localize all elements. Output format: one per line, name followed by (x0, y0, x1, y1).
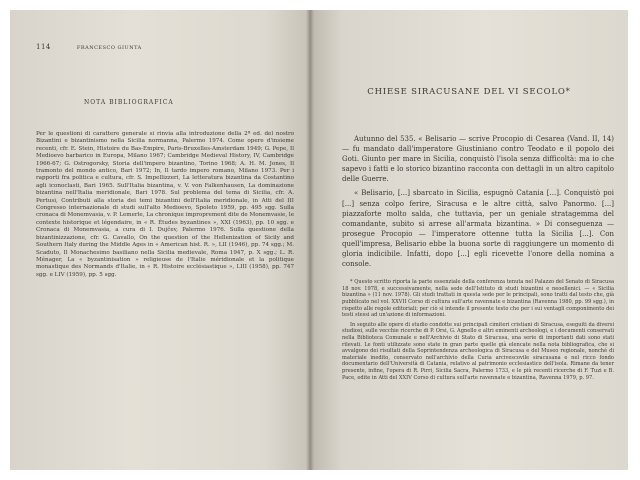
running-head-left (36, 43, 294, 52)
book-gutter (306, 10, 314, 470)
footnote: In seguito alle opere di studio condotte sui principali cimiteri cristiani di Siracusa, eseguiti da diversi studiosi, sulle vecchie ricerche di P. Orsi, G. Agnello e altri eminenti archeologi, e i documenti conservati nella Biblioteca Comunale e nell'Archivio di Stato di Siracusa, una serie di importanti dati sono stati rilevati. Le fonti utilizzate sono state in gran parte quelle già elencate nella nota bibliografica, che si avvalgono dei risultati della Soprintendenza archeologica di Siracusa e del Museo regionale, nonché di materiale inedito, conservato nell'archivio della Curia arcivescovile siracusana e nel ricco fondo documentario dell'Università di Catania, relativo al patrimonio ecclesiastico dell'isola. Rimane da tener presente, infine, l'opera di R. Pirri, Sicilia Sacra, Palermo 1733, e le più recenti ricerche di F. Tuzi e B. Pace, edite in Atti del XXIV Corso di cultura sull'arte ravennate e bizantina, Ravenna 1979, p. 97. (342, 321, 614, 381)
book-spread (10, 10, 628, 470)
footnotes (342, 279, 614, 381)
main-text (342, 134, 614, 269)
chapter-title: CHIESE SIRACUSANE DEL VI SECOLO* (367, 87, 571, 97)
right-page (310, 10, 628, 470)
page-number: 114 (36, 43, 51, 51)
paragraph: « Belisario, [...] sbarcato in Sicilia, espugnò Catania [...]. Conquistò poi [...] senza colpo ferire, Siracusa e le altre città, salvo Panormo. [...] piazzaforte molto salda, che tuttavia, per un geniale stratagemma del comandante, subito si arrese all'armata bizantina. » Di conseguenza — prosegue Procopio — l'imperatore ottenne tutta la Sicilia [...]. Con quell'impresa, Belisario ebbe la buona sorte di raggiungere un momento di gloria indicibile. Infatti, dopo [...] egli ricevette l'onore della nomina a console. (342, 189, 614, 269)
left-page (10, 10, 310, 470)
paragraph: Autunno del 535. « Belisario — scrive Procopio di Cesarea (Vand. II, 14) — fu mandato dall'imperatore Giustiniano contro Teodato e il popolo dei Goti. Giunto per mare in Sicilia, conquistò l'isola senza difficoltà: ma io che sapevo i fatti e lo storico bizantino racconta con dettagli in un altro capitolo delle Guerre. (342, 135, 614, 184)
author-running-head: FRANCESCO GIUNTA (76, 45, 142, 51)
footnote: * Questo scritto riporta la parte essenziale della conferenza tenuta nel Palazzo del Senato di Siracusa 18 nov. 1978, e successivamente, nella sede dell'Istituto di studi bizantini e neoellenici. — « Sicilia bizantina » (11 nov. 1978). Gli studi trattati in questa sede per le principali, sono tratti dal testo che, già pubblicato nel vol. XXVII Corso di cultura sull'arte ravennate e bizantina (Ravenna 1980, pp. 99 sgg.), in rispetto alle regole editoriali; per ciò si intende il presente testo che per i sui ventagli componimento dei testi stessi ad un'azione di informazioni. (342, 279, 614, 319)
section-title: NOTA BIBLIOGRAFICA (84, 99, 174, 106)
bibliography-text: Per le questioni di carattere generale si rinvia alla introduzione della 2ª ed. del nostro Bizantini e bizantinismo nella Sicilia normanna, Palermo 1974. Come opere d'insieme recenti, cfr. E. Stein, Histoire du Bas-Empire, Paris-Bruxelles-Amsterdam 1949; G. Pepe, Il Medioevo barbarico in Europa, Milano 1967; Cambridge Medieval History, IV, Cambridge 1966-67; G. Ostrogorsky, Storia dell'impero bizantino, Torino 1968; A. H. M. Jones, Il tramonto del mondo antico, Bari 1972; In, Il tardo impero romano, Milano 1973. Per i rapporti fra politica e cultura, cfr. S. Impellizzeri, La letteratura bizantina da Costantino agli iconoclasti, Bari 1965. Sull'Italia bizantina, v. V. von Falkenhausen, La dominazione bizantina nell'Italia meridionale, Bari 1978. Sul problema del tema di Sicilia, cfr. A. Pertusi, Contributi alla storia dei temi bizantini dell'Italia meridionale, in Atti del III Congresso internazionale di studi sull'alto Medioevo, Spoleto 1959, pp. 495 sgg. Sulla cronaca di Monemvasia, v. P. Lemerle, La chronique improprement dite de Monemvasie, le contexte historique et légendaire, in « R. Études byzantines », XXI (1963), pp. 10 sgg. e Cronaca di Monemvasia, a cura di I. Dujčev, Palermo 1976. Sulla questione della bizantinizzazione, cfr. G. Cavallo, On the question of the Hellenization of Sicily and Southern Italy during the Middle Ages in « American hist. R. », LII (1946), pp. 74 sgg.; M. Scaduto, Il Monachesimo basiliano nella Sicilia medievale, Roma 1947, p. X sgg.; L. R. Ménager, La « byzantinisation » religieuse de l'Italie méridionale et la politique monastique des Normands d'Italie, in « R. Histoire ecclésiastique », LIII (1958), pp. 747 sgg. e LIV (1959), pp. 5 sgg. (36, 131, 294, 278)
